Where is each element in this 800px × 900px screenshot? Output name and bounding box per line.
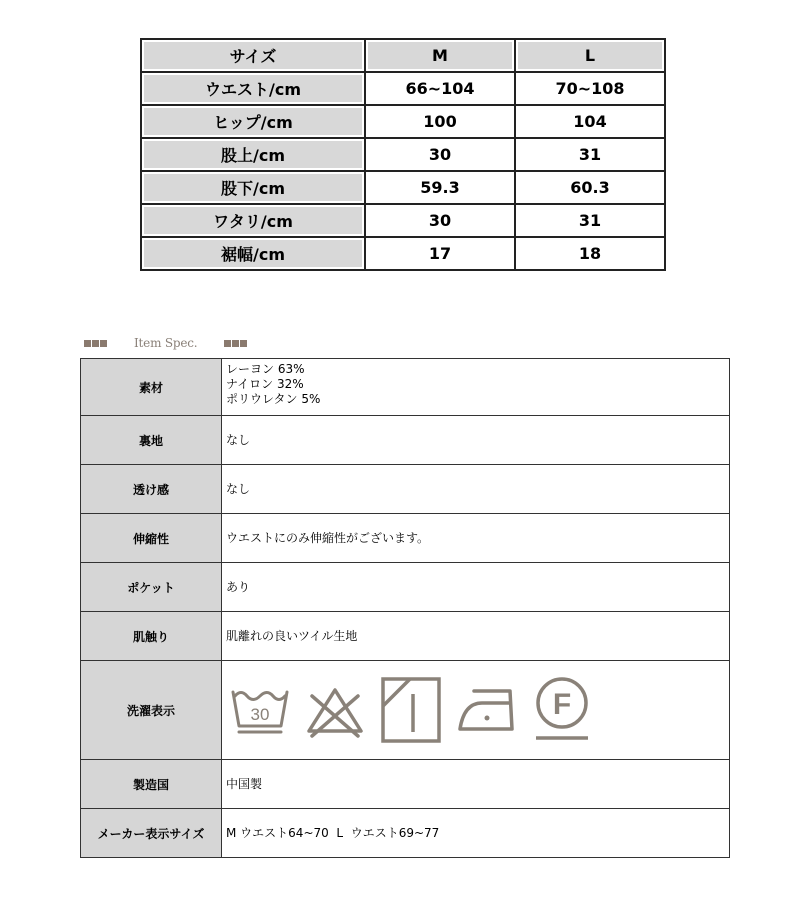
spec-row-stretch: [81, 514, 730, 563]
size-row-thigh: [141, 204, 665, 237]
size-row-value-m: 30: [365, 204, 515, 237]
iron-low-icon: [456, 685, 518, 735]
spec-row-pocket: [81, 563, 730, 612]
size-row-hem: [141, 237, 665, 270]
care-icons: [226, 674, 729, 746]
size-row-value-m: 17: [365, 237, 515, 270]
spec-value: 肌離れの良いツイル生地: [222, 612, 730, 661]
no-bleach-icon: [304, 680, 366, 740]
spec-label: ポケット: [81, 563, 222, 612]
material-line: ナイロン 32%: [226, 377, 304, 391]
spec-value: 中国製: [222, 760, 730, 809]
size-header-l: L: [515, 39, 665, 72]
spec-row-texture: [81, 612, 730, 661]
size-row-value-l: 18: [515, 237, 665, 270]
spec-table: [80, 358, 730, 858]
size-row-value-l: 31: [515, 138, 665, 171]
material-line: レーヨン 63%: [226, 362, 305, 376]
size-row-value-m: 59.3: [365, 171, 515, 204]
spec-label: 素材: [81, 359, 222, 416]
size-row-label: 裾幅/cm: [141, 237, 365, 270]
square-bullet-icon: [240, 340, 247, 347]
spec-value: [222, 661, 730, 760]
size-row-value-l: 104: [515, 105, 665, 138]
spec-value: なし: [222, 465, 730, 514]
size-row-value-l: 60.3: [515, 171, 665, 204]
size-row-waist: [141, 72, 665, 105]
dryclean-letter-text: F: [552, 688, 572, 721]
wash-temp-text: 30: [250, 705, 270, 724]
spec-value: あり: [222, 563, 730, 612]
spec-row-lining: [81, 416, 730, 465]
spec-heading-title: Item Spec.: [134, 336, 198, 350]
spec-row-material: [81, 359, 730, 416]
dryclean-f-icon: [532, 674, 592, 746]
spec-label: 肌触り: [81, 612, 222, 661]
square-bullet-icon: [224, 340, 231, 347]
size-row-label: 股上/cm: [141, 138, 365, 171]
size-row-label: ワタリ/cm: [141, 204, 365, 237]
spec-row-sheer: [81, 465, 730, 514]
spec-heading: [84, 335, 248, 351]
size-row-value-l: 70~108: [515, 72, 665, 105]
spec-label: 伸縮性: [81, 514, 222, 563]
square-bullet-icon: [92, 340, 99, 347]
size-header-m: M: [365, 39, 515, 72]
spec-label: 裏地: [81, 416, 222, 465]
size-table: [140, 38, 666, 271]
spec-label: 洗濯表示: [81, 661, 222, 760]
dry-flat-shade-icon: [380, 676, 442, 744]
size-row-value-m: 30: [365, 138, 515, 171]
spec-value: ウエストにのみ伸縮性がございます。: [222, 514, 730, 563]
size-row-label: ヒップ/cm: [141, 105, 365, 138]
spec-label: 透け感: [81, 465, 222, 514]
material-line: ポリウレタン 5%: [226, 392, 321, 406]
spec-value: [222, 359, 730, 416]
size-row-value-l: 31: [515, 204, 665, 237]
size-header-label: サイズ: [141, 39, 365, 72]
spec-label: 製造国: [81, 760, 222, 809]
size-row-label: ウエスト/cm: [141, 72, 365, 105]
square-bullet-icon: [100, 340, 107, 347]
wash-30-gentle-icon: [230, 680, 290, 740]
spec-row-care: [81, 661, 730, 760]
size-row-rise: [141, 138, 665, 171]
square-bullet-icon: [232, 340, 239, 347]
size-row-label: 股下/cm: [141, 171, 365, 204]
size-header-row: [141, 39, 665, 72]
size-row-hip: [141, 105, 665, 138]
spec-row-origin: [81, 760, 730, 809]
spec-label: メーカー表示サイズ: [81, 809, 222, 858]
size-row-value-m: 66~104: [365, 72, 515, 105]
square-bullet-icon: [84, 340, 91, 347]
size-row-inseam: [141, 171, 665, 204]
size-row-value-m: 100: [365, 105, 515, 138]
spec-row-maker-size: [81, 809, 730, 858]
spec-value: なし: [222, 416, 730, 465]
spec-value: M ウエスト64~70 L ウエスト69~77: [222, 809, 730, 858]
